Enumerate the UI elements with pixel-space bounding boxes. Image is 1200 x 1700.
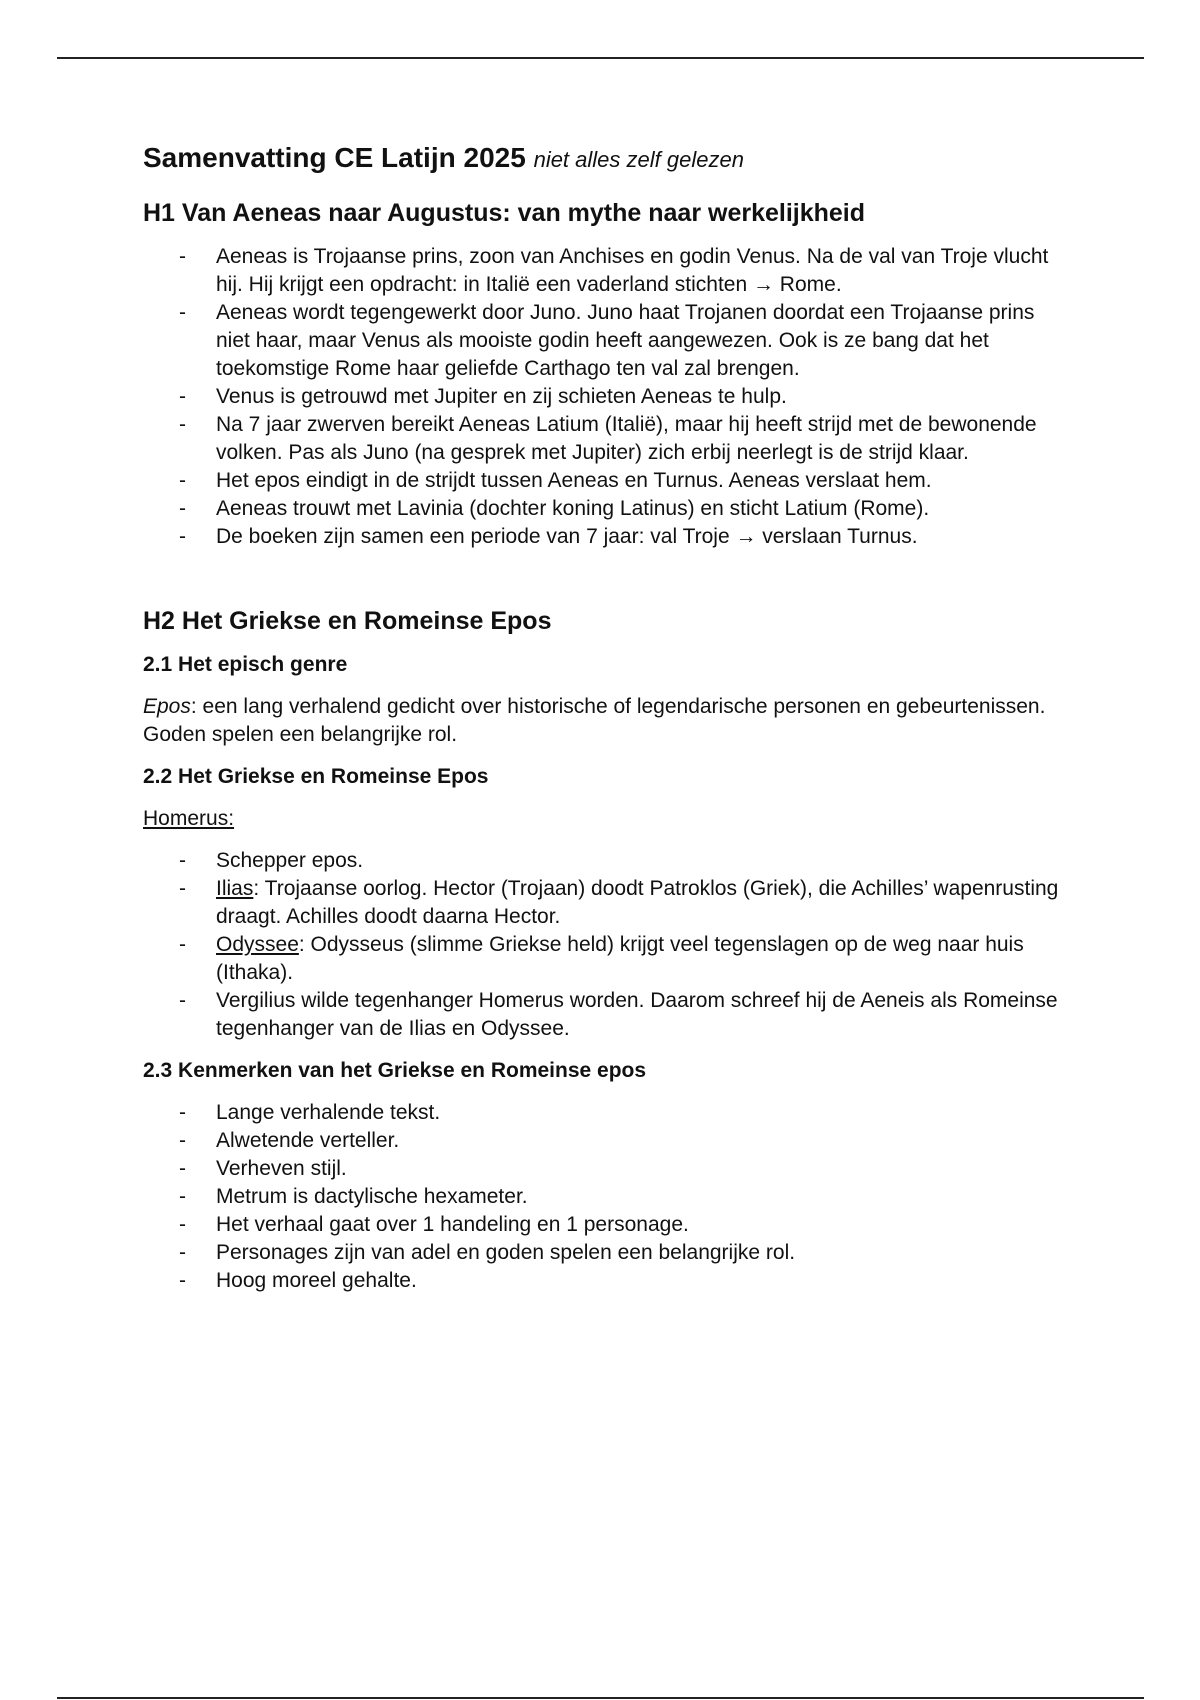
list-item: - Na 7 jaar zwerven bereikt Aeneas Latium (Italië), maar hij heeft strijd met de bewonende volken. Pas als Juno (na gesprek met Jupiter) zich erbij neerlegt is de strijd klaar. bbox=[179, 413, 1037, 464]
kenmerken-list bbox=[143, 1099, 1063, 1295]
list-item: - Hoog moreel gehalte. bbox=[179, 1269, 417, 1292]
document-title bbox=[143, 140, 1063, 178]
footer-rule bbox=[57, 1697, 1144, 1699]
chapter-2-heading: H2 Het Griekse en Romeinse Epos bbox=[143, 607, 552, 635]
title-text: Samenvatting CE Latijn 2025 bbox=[143, 142, 526, 173]
odyssee-term: Odyssee bbox=[216, 933, 299, 956]
list-item: - Venus is getrouwd met Jupiter en zij schieten Aeneas te hulp. bbox=[179, 385, 787, 408]
list-item: - Ilias: Trojaanse oorlog. Hector (Trojaan) doodt Patroklos (Griek), die Achilles’ wapenrusting draagt. Achilles doodt daarna Hector. bbox=[179, 877, 1059, 928]
list-item: - Schepper epos. bbox=[179, 849, 364, 872]
epos-definition-text: : een lang verhalend gedicht over historische of legendarische personen en gebeurtenissen. Goden spelen een belangrijke rol. bbox=[143, 695, 1046, 746]
section-spacer bbox=[143, 565, 1063, 605]
list-item: - Odyssee: Odysseus (slimme Griekse held) krijgt veel tegenslagen op de weg naar huis (Ithaka). bbox=[179, 933, 1024, 984]
epos-term: Epos bbox=[143, 695, 191, 718]
list-item: - Aeneas trouwt met Lavinia (dochter koning Latinus) en sticht Latium (Rome). bbox=[179, 497, 930, 520]
ilias-term: Ilias bbox=[216, 877, 254, 900]
section-2-1-heading: 2.1 Het episch genre bbox=[143, 653, 348, 676]
epos-definition bbox=[143, 693, 1063, 749]
chapter-1-heading: H1 Van Aeneas naar Augustus: van mythe naar werkelijkheid bbox=[143, 199, 866, 227]
list-item: - Aeneas wordt tegengewerkt door Juno. Juno haat Trojanen doordat een Trojaanse prins niet haar, maar Venus als mooiste godin heeft aangewezen. Ook is ze bang dat het toekomstige Rome haar geliefde Carthago ten val zal brengen. bbox=[179, 301, 1035, 380]
section-2-2-heading: 2.2 Het Griekse en Romeinse Epos bbox=[143, 765, 489, 788]
title-subtitle: niet alles zelf gelezen bbox=[533, 147, 744, 172]
list-item: - De boeken zijn samen een periode van 7 jaar: val Troje → verslaan Turnus. bbox=[179, 525, 918, 548]
list-item: - Het verhaal gaat over 1 handeling en 1 personage. bbox=[179, 1213, 689, 1236]
list-item: - Metrum is dactylische hexameter. bbox=[179, 1185, 528, 1208]
homerus-list bbox=[143, 847, 1063, 1043]
list-item: - Aeneas is Trojaanse prins, zoon van Anchises en godin Venus. Na de val van Troje vlucht hij. Hij krijgt een opdracht: in Italië een vaderland stichten → Rome. bbox=[179, 245, 1049, 296]
header-rule bbox=[57, 57, 1144, 59]
chapter-1-list bbox=[143, 243, 1063, 551]
list-item: - Lange verhalende tekst. bbox=[179, 1101, 441, 1124]
homerus-label: Homerus: bbox=[143, 807, 235, 830]
list-item: - Verheven stijl. bbox=[179, 1157, 347, 1180]
list-item: - Alwetende verteller. bbox=[179, 1129, 400, 1152]
list-item: - Het epos eindigt in de strijdt tussen Aeneas en Turnus. Aeneas verslaat hem. bbox=[179, 469, 932, 492]
list-item: - Vergilius wilde tegenhanger Homerus worden. Daarom schreef hij de Aeneis als Romeinse tegenhanger van de Ilias en Odyssee. bbox=[179, 989, 1058, 1040]
document-body bbox=[143, 140, 1063, 1309]
section-2-3-heading: 2.3 Kenmerken van het Griekse en Romeinse epos bbox=[143, 1059, 647, 1082]
list-item: - Personages zijn van adel en goden spelen een belangrijke rol. bbox=[179, 1241, 796, 1264]
